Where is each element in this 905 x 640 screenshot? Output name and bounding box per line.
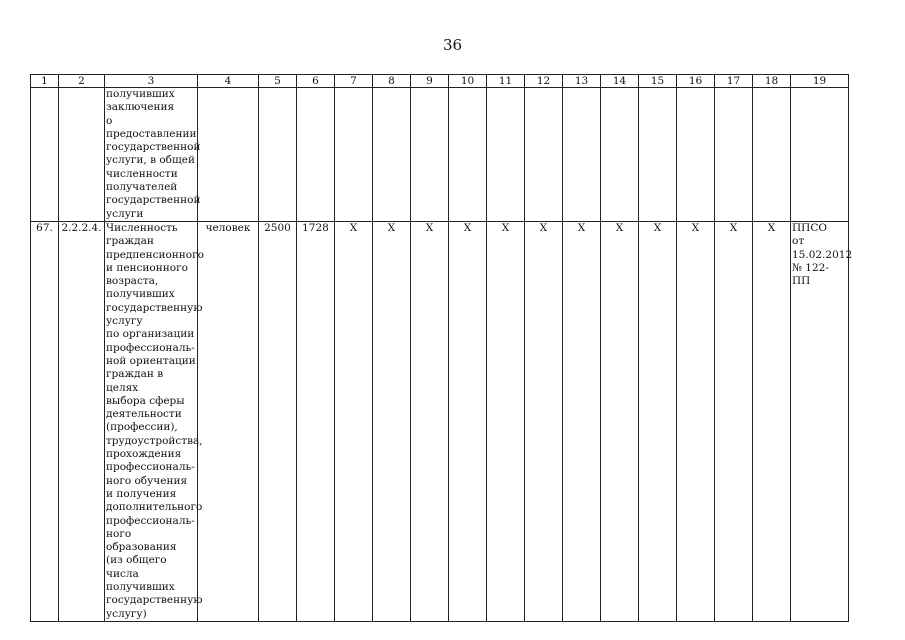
value-cell-5 [259, 88, 297, 222]
column-header: 3 [105, 75, 198, 88]
column-header: 12 [525, 75, 563, 88]
column-header: 15 [639, 75, 677, 88]
column-header: 14 [601, 75, 639, 88]
value-cell-6: 1728 [297, 221, 335, 621]
value-cell: Х [335, 221, 373, 621]
code-cell: 2.2.2.4. [59, 221, 105, 621]
table-row [31, 88, 849, 222]
value-cell-5: 2500 [259, 221, 297, 621]
value-cell: Х [601, 221, 639, 621]
value-cell: Х [373, 221, 411, 621]
code-cell [59, 88, 105, 222]
value-cell: Х [753, 221, 791, 621]
value-cell [639, 88, 677, 222]
value-cell: Х [487, 221, 525, 621]
table-row [31, 221, 849, 621]
indicator-name-cell: получивших заключения о предоставлении государственной услуги, в общей численности получателей государственной услуги [106, 88, 201, 220]
value-cell: Х [639, 221, 677, 621]
column-header: 6 [297, 75, 335, 88]
unit-cell [198, 88, 259, 222]
row-number-cell [31, 88, 59, 222]
value-cell [563, 88, 601, 222]
value-cell: Х [525, 221, 563, 621]
column-header: 5 [259, 75, 297, 88]
table-header-row [31, 75, 849, 88]
column-header: 13 [563, 75, 601, 88]
row-number-cell: 67. [31, 221, 59, 621]
value-cell-6 [297, 88, 335, 222]
value-cell [449, 88, 487, 222]
column-header: 8 [373, 75, 411, 88]
value-cell: Х [563, 221, 601, 621]
column-header: 17 [715, 75, 753, 88]
value-cell [525, 88, 563, 222]
legal-basis-cell [791, 88, 849, 222]
column-header: 4 [198, 75, 259, 88]
column-header: 7 [335, 75, 373, 88]
indicator-name-cell: Численность граждан предпенсионного и пенсионного возраста, получивших государственную услугу по организации профессиональ- ной ориентации граждан в целях выбора сферы деятельности (профессии), трудоустройства, прохождения профессиональ- ного обучения и получения дополнительного профессиональ- ного образования (из общего числа получивших государственную услугу) [106, 221, 204, 620]
data-table [30, 74, 853, 622]
value-cell [335, 88, 373, 222]
column-header: 2 [59, 75, 105, 88]
value-cell [677, 88, 715, 222]
legal-basis-cell: ППСО от 15.02.2012 № 122-ПП [791, 221, 849, 621]
value-cell [487, 88, 525, 222]
column-header: 19 [791, 75, 849, 88]
value-cell: Х [715, 221, 753, 621]
page-number: 36 [442, 36, 463, 54]
value-cell [411, 88, 449, 222]
value-cell: Х [411, 221, 449, 621]
value-cell [753, 88, 791, 222]
column-header: 18 [753, 75, 791, 88]
column-header: 10 [449, 75, 487, 88]
column-header: 9 [411, 75, 449, 88]
value-cell [715, 88, 753, 222]
value-cell: Х [677, 221, 715, 621]
column-header: 16 [677, 75, 715, 88]
unit-cell: человек [198, 221, 259, 621]
value-cell: Х [449, 221, 487, 621]
value-cell [601, 88, 639, 222]
column-header: 11 [487, 75, 525, 88]
column-header: 1 [31, 75, 59, 88]
value-cell [373, 88, 411, 222]
